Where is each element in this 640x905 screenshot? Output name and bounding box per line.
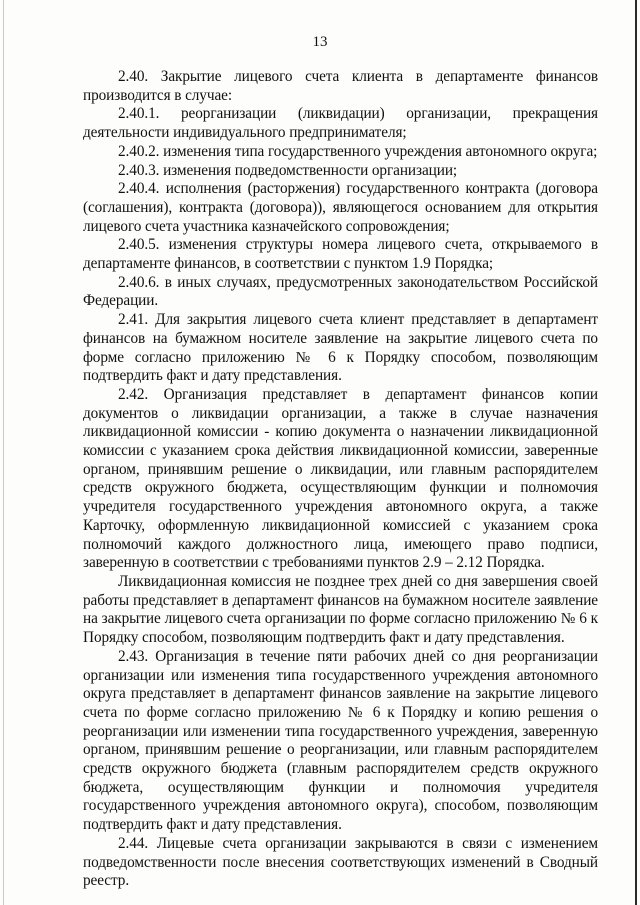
page-number: 13 bbox=[312, 34, 328, 50]
document-body bbox=[83, 68, 598, 891]
paragraph-2-44: 2.44. Лицевые счета организации закрываются в связи с изменением подведомственности после внесения соответствующих изменений в Сводный реестр. bbox=[83, 834, 598, 890]
paragraph-2-43: 2.43. Организация в течение пяти рабочих дней со дня реорганизации организации или изменения типа государственного учреждения автономного округа представляет в департамент финансов заявление на закрытие лицевого счета по форме согласно приложению № 6 к Порядку и копию решения о реорганизации или изменении типа государственного учреждения, заверенную органом, принявшим решение о реорганизации, или главным распорядителем средств окружного бюджета (главным распорядителем средств окружного бюджета, осуществляющим функции и полномочия учредителя государственного учреждения автономного округа), способом, позволяющим подтвердить факт и дату представления. bbox=[83, 647, 598, 834]
paragraph-2-41: 2.41. Для закрытия лицевого счета клиент представляет в департамент финансов на бумажном носителе заявление на закрытие лицевого счета по форме согласно приложению № 6 к Порядку способом, позволяющим подтвердить факт и дату представления. bbox=[83, 311, 598, 385]
page-left-edge bbox=[3, 0, 4, 905]
paragraph-2-40: 2.40. Закрытие лицевого счета клиента в департаменте финансов производится в случае: bbox=[83, 68, 598, 104]
paragraph-2-40-1: 2.40.1. реорганизации (ликвидации) организации, прекращения деятельности индивидуального предпринимателя; bbox=[83, 105, 598, 142]
paragraph-2-40-4: 2.40.4. исполнения (расторжения) государственного контракта (договора (соглашения), контракта (договора)), являющегося основанием для открытия лицевого счета участника казначейского сопровождения; bbox=[83, 180, 598, 235]
paragraph-2-40-6: 2.40.6. в иных случаях, предусмотренных законодательством Российской Федерации. bbox=[83, 273, 598, 310]
paragraph-2-42-liquidation: Ликвидационная комиссия не позднее трех дней со дня завершения своей работы представляет в департамент финансов на бумажном носителе заявление на закрытие лицевого счета организации по форме согласно приложению № 6 к Порядку способом, позволяющим подтвердить факт и дату представления. bbox=[83, 572, 598, 647]
paragraph-2-40-3: 2.40.3. изменения подведомственности организации; bbox=[118, 161, 458, 179]
paragraph-2-40-2: 2.40.2. изменения типа государственного учреждения автономного округа; bbox=[118, 142, 598, 160]
paragraph-2-42: 2.42. Организация представляет в департамент финансов копии документов о ликвидации организации, а также в случае назначения ликвидационной комиссии - копию документа о назначении ликвидационной комиссии с указанием срока действия ликвидационной комиссии, заверенные органом, принявшим решение о ликвидации, или главным распорядителем средств окружного бюджета, осуществляющим функции и полномочия учредителя государственного учреждения автономного округа, а также Карточку, оформленную ликвидационной комиссией с указанием срока полномочий каждого должностного лица, имеющего право подписи, заверенную в соответствии с требованиями пунктов 2.9 – 2.12 Порядка. bbox=[83, 385, 598, 572]
paragraph-2-40-5: 2.40.5. изменения структуры номера лицевого счета, открываемого в департаменте финансов, в соответствии с пунктом 1.9 Порядка; bbox=[83, 236, 598, 273]
page-right-edge bbox=[635, 0, 637, 905]
